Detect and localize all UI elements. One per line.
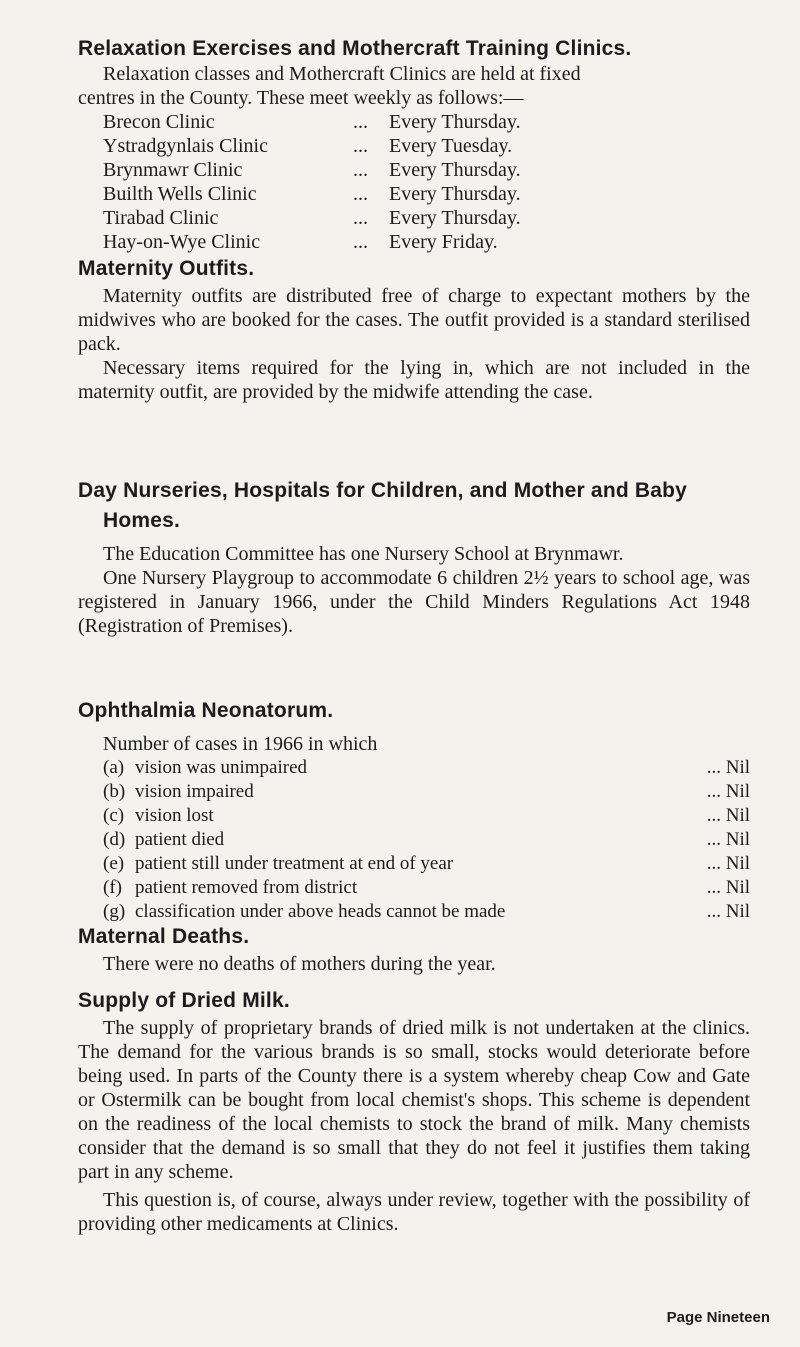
leader-dots: ...	[353, 207, 368, 229]
ophthalmia-case-list	[103, 756, 750, 924]
item-text: vision was unimpaired	[135, 757, 308, 778]
leader-dots: ...	[353, 111, 368, 133]
item-value: ... Nil	[706, 781, 750, 802]
relaxation-intro-line-2: centres in the County. These meet weekly as follows:—	[78, 87, 524, 109]
ophthalmia-item	[103, 780, 750, 804]
item-label: (b)	[103, 781, 126, 802]
maternal-deaths-heading: Maternal Deaths.	[78, 925, 250, 948]
clinic-row	[103, 206, 623, 230]
item-text: vision impaired	[135, 781, 254, 802]
item-text: patient still under treatment at end of year	[135, 853, 454, 874]
ophthalmia-heading: Ophthalmia Neonatorum.	[78, 699, 334, 722]
ophthalmia-item	[103, 756, 750, 780]
leader-dots: ...	[353, 231, 368, 253]
item-label: (a)	[103, 757, 125, 778]
item-value: ... Nil	[706, 829, 750, 850]
item-label: (g)	[103, 901, 126, 922]
item-value: ... Nil	[706, 877, 750, 898]
ophthalmia-intro: Number of cases in 1966 in which	[103, 733, 378, 755]
page-number: Page Nineteen	[666, 1309, 770, 1326]
clinic-schedule: Every Thursday.	[389, 111, 521, 133]
dried-milk-heading: Supply of Dried Milk.	[78, 989, 290, 1012]
dried-milk-paragraph-2: This question is, of course, always under review, together with the possibility of providing other medicaments at Clinics.	[78, 1189, 750, 1235]
clinic-row	[103, 182, 623, 206]
clinic-name: Ystradgynlais Clinic	[103, 135, 268, 157]
dried-milk-paragraph-1: The supply of proprietary brands of dried milk is not undertaken at the clinics. The demand for the various brands is so small, stocks would deteriorate before being used. In parts of the County there is a system whereby cheap Cow and Gate or Ostermilk can be bought from local chemist's shops. This scheme is dependent on the readiness of the local chemists to stock the brand of milk. Many chemists consider that the demand is so small that they do not feel it justifies them taking part in any scheme.	[78, 1017, 750, 1183]
item-text: patient died	[135, 829, 225, 850]
ophthalmia-item	[103, 828, 750, 852]
ophthalmia-item	[103, 876, 750, 900]
item-value: ... Nil	[706, 901, 750, 922]
leader-dots: ...	[353, 183, 368, 205]
leader-dots: ...	[353, 135, 368, 157]
item-label: (d)	[103, 829, 126, 850]
item-value: ... Nil	[706, 757, 750, 778]
nurseries-section	[78, 476, 750, 638]
clinic-name: Builth Wells Clinic	[103, 183, 257, 205]
clinic-row	[103, 134, 623, 158]
nurseries-paragraph-2: One Nursery Playgroup to accommodate 6 children 2½ years to school age, was registered in January 1966, under the Child Minders Regulations Act 1948 (Registration of Premises).	[78, 567, 750, 637]
clinic-schedule-list	[103, 110, 623, 254]
maternal-deaths-section	[78, 922, 750, 976]
clinic-row	[103, 158, 623, 182]
maternity-section	[78, 254, 750, 404]
relaxation-intro-line-1: Relaxation classes and Mothercraft Clinics are held at fixed	[103, 63, 581, 85]
clinic-name: Brecon Clinic	[103, 111, 215, 133]
nurseries-paragraph-1: The Education Committee has one Nursery School at Brynmawr.	[103, 543, 624, 565]
clinic-row	[103, 230, 623, 254]
clinic-schedule: Every Thursday.	[389, 159, 521, 181]
nurseries-heading-line-1: Day Nurseries, Hospitals for Children, and Mother and Baby	[78, 479, 688, 502]
item-value: ... Nil	[706, 805, 750, 826]
ophthalmia-section	[78, 696, 750, 924]
clinic-schedule: Every Thursday.	[389, 183, 521, 205]
clinic-schedule: Every Tuesday.	[389, 135, 513, 157]
clinic-name: Tirabad Clinic	[103, 207, 219, 229]
dried-milk-section	[78, 986, 750, 1236]
ophthalmia-item	[103, 852, 750, 876]
item-label: (e)	[103, 853, 125, 874]
maternity-heading: Maternity Outfits.	[78, 257, 255, 280]
ophthalmia-item	[103, 804, 750, 828]
clinic-name: Brynmawr Clinic	[103, 159, 243, 181]
item-text: patient removed from district	[135, 877, 358, 898]
relaxation-heading: Relaxation Exercises and Mothercraft Training Clinics.	[78, 37, 632, 60]
clinic-row	[103, 110, 623, 134]
nurseries-heading-line-2: Homes.	[103, 509, 181, 532]
maternity-paragraph-2: Necessary items required for the lying in, which are not included in the maternity outfit, are provided by the midwife attending the case.	[78, 357, 750, 403]
clinic-schedule: Every Thursday.	[389, 207, 521, 229]
item-label: (f)	[103, 877, 122, 898]
item-value: ... Nil	[706, 853, 750, 874]
item-text: vision lost	[135, 805, 214, 826]
relaxation-section	[78, 62, 750, 254]
item-label: (c)	[103, 805, 125, 826]
ophthalmia-item	[103, 900, 750, 924]
clinic-schedule: Every Friday.	[389, 231, 498, 253]
item-text: classification under above heads cannot be made	[135, 901, 506, 922]
leader-dots: ...	[353, 159, 368, 181]
maternity-paragraph-1: Maternity outfits are distributed free of charge to expectant mothers by the midwives who are booked for the cases. The outfit provided is a standard sterilised pack.	[78, 285, 750, 355]
maternal-deaths-paragraph: There were no deaths of mothers during the year.	[103, 953, 496, 975]
clinic-name: Hay-on-Wye Clinic	[103, 231, 261, 253]
